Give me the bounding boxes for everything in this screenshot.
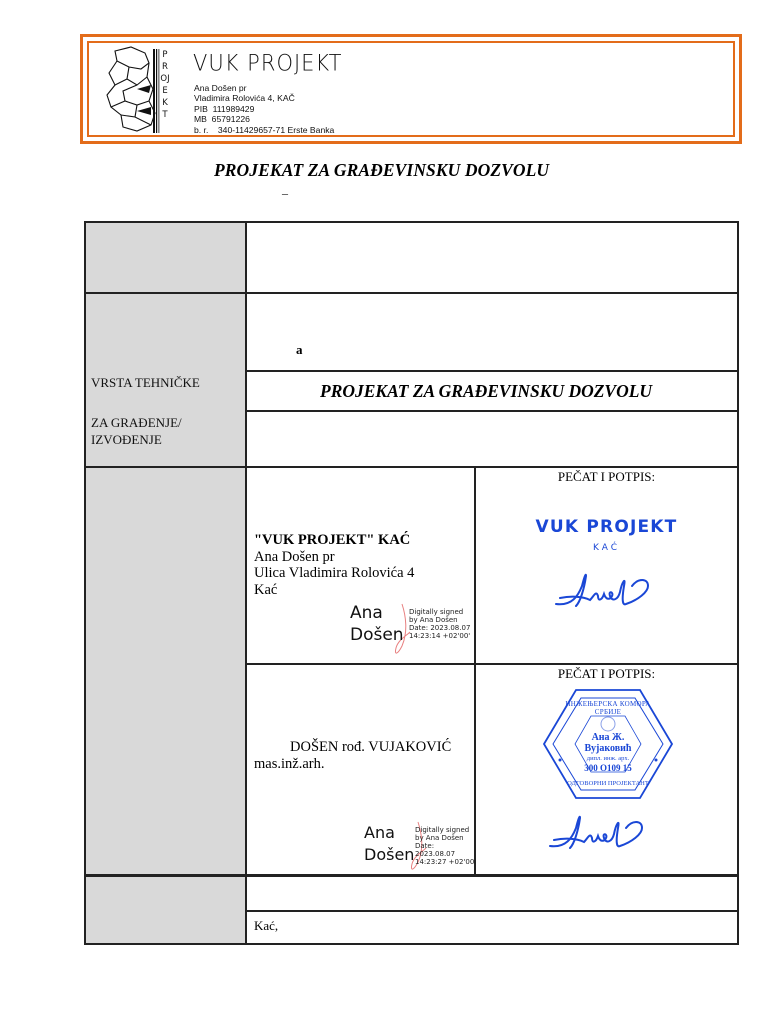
row-divider: [246, 370, 739, 372]
row-divider: [246, 663, 739, 665]
company-street: Ulica Vladimira Rolovića 4: [254, 565, 415, 581]
company-city: Kać: [254, 581, 278, 598]
sig-meta-line: by Ana Došen: [415, 834, 464, 842]
company-stamp-subtext: KAĆ: [592, 543, 621, 553]
row-divider: [84, 466, 739, 468]
sig-meta-line: by Ana Došen: [409, 616, 458, 624]
seal-license-number: 300 O109 15: [584, 763, 632, 773]
digital-signature-details: [415, 826, 476, 866]
digital-signature-name: [364, 822, 414, 866]
handwritten-signature-icon: [546, 808, 658, 856]
sig-meta-line: Digitally signed: [409, 608, 464, 616]
sig-name-first: Ana: [364, 823, 395, 842]
stamp-label: PEČAT I POTPIS:: [557, 666, 656, 681]
designer-title: mas.inž.arh.: [254, 755, 325, 772]
company-info: [254, 532, 414, 598]
doc-type-value: PROJEKAT ZA GRAĐEVINSKU DOZVOLU: [320, 381, 653, 401]
company-pib: PIB 111989429: [194, 103, 255, 114]
table-border-left: [84, 221, 86, 945]
column-divider: [245, 221, 247, 945]
table-border-bottom: [84, 943, 739, 945]
stamp-label: PEČAT I POTPIS:: [557, 469, 656, 484]
sig-meta-line: 14:23:27 +02'00': [415, 858, 477, 866]
sig-meta-line: Date:: [415, 842, 435, 850]
label-cell-date: [85, 877, 246, 944]
company-name: "VUK PROJEKT" KAĆ: [254, 532, 411, 548]
row-divider: [246, 410, 739, 412]
sig-meta-line: Date: 2023.08.07: [409, 624, 471, 632]
sig-meta-line: 14:23:14 +02'00': [409, 632, 471, 640]
digital-signature-name: [350, 602, 404, 646]
build-label-line2: IZVOĐENJE: [91, 432, 162, 447]
label-cell-doc-type: [85, 293, 246, 411]
sig-name-first: Ana: [350, 603, 383, 623]
designer-name: DOŠEN rođ. VUJAKOVIĆ: [290, 739, 452, 755]
company-address: Vladimira Rolovića 4, KAČ: [194, 93, 295, 104]
row-divider: [84, 874, 739, 877]
digital-signature-details: [409, 608, 470, 640]
row-divider: [84, 292, 739, 294]
seal-ring-bottom: ОДГОВОРНИ ПРОЈЕКТАНТ: [567, 780, 649, 787]
sig-name-last: Došen: [350, 625, 404, 645]
label-cell-1: [85, 222, 246, 293]
sig-name-last: Došen: [364, 845, 415, 864]
company-owner: Ana Došen pr: [194, 83, 247, 93]
handwritten-signature-icon: [552, 566, 664, 614]
table-border-top: [84, 221, 739, 223]
company-owner-name: Ana Došen pr: [254, 548, 335, 565]
logo-vertical-text: PROJEKT: [160, 50, 170, 120]
sig-meta-line: Digitally signed: [415, 826, 470, 834]
sig-meta-line: 2023.08.07: [415, 850, 456, 858]
table-border-right: [737, 221, 739, 945]
doc-type-label: VRSTA TEHNIČKE: [91, 375, 200, 390]
label-cell-signatures: [85, 467, 246, 875]
build-label-line1: ZA GRAĐENJE/: [91, 415, 182, 430]
row-divider: [246, 910, 739, 912]
document-title: PROJEKAT ZA GRAĐEVINSKU DOZVOLU: [214, 160, 550, 180]
seal-ring-top: ИНЖЕЊЕРСКА КОМОРА СРБИЈЕ: [565, 700, 651, 716]
subtitle-dash: –: [282, 186, 288, 200]
company-mb: MB 65791226: [194, 114, 250, 125]
letterhead-inner-frame: [87, 41, 735, 137]
seal-title: дипл. инж. арх.: [586, 755, 630, 762]
seal-name-line2: Вујаковић: [584, 743, 632, 754]
brand-name: VUK PROJEKT: [193, 50, 343, 76]
designer-info: [254, 739, 451, 772]
company-bank-account: b. r. 340-11429657-71 Erste Banka: [194, 124, 335, 135]
place-field: Kać,: [254, 918, 279, 933]
company-stamp-text: VUK PROJEKT: [535, 517, 678, 537]
build-label: [91, 414, 182, 448]
engineering-seal: [543, 688, 673, 800]
letterhead-frame: [80, 34, 742, 144]
seal-name-line1: Ана Ж.: [591, 732, 625, 743]
company-details: [194, 83, 334, 135]
row2-value: a: [296, 342, 303, 357]
